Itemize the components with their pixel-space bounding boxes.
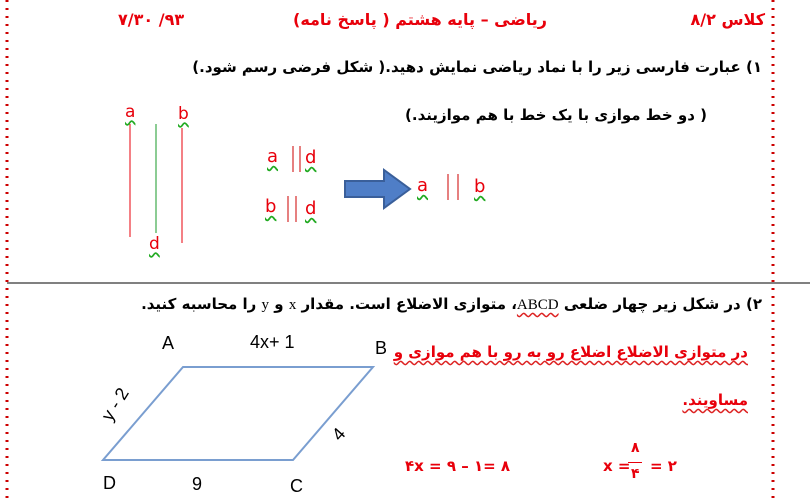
q2-x: x bbox=[288, 297, 297, 313]
subject-title: ریاضی – پایه هشتم ( پاسخ نامه) bbox=[293, 10, 548, 29]
vertex-d: D bbox=[103, 473, 116, 493]
result-left: a bbox=[417, 175, 429, 196]
side-left-label: y - 2 bbox=[97, 384, 133, 425]
equation-2-lhs: x = bbox=[603, 457, 631, 475]
equation-1: ۴x = ۹ – ۱= ۸ bbox=[405, 457, 511, 475]
answer-line2 bbox=[682, 391, 748, 409]
label-d: d bbox=[149, 234, 160, 254]
q1-question: ۱) عبارت فارسی زیر را با نماد ریاضی نمایش دهید.( شکل فرضی رسم شود.) bbox=[192, 58, 762, 76]
vertex-a: A bbox=[162, 333, 175, 353]
answer-line1-text: در متوازی الاضلاع اضلاع رو به رو با هم موازی و bbox=[393, 343, 748, 361]
equation-2-denominator: ۴ bbox=[631, 466, 640, 482]
q2-question-part2: ، متوازی الاضلاع است. مقدار bbox=[296, 295, 517, 313]
rel2-right: d bbox=[305, 198, 317, 219]
parallelogram bbox=[103, 367, 373, 460]
side-bottom-label: 9 bbox=[192, 474, 203, 494]
equation-2-numerator: ۸ bbox=[631, 440, 640, 456]
side-right-label: 4 bbox=[327, 423, 350, 445]
q2-abcd: ABCD bbox=[516, 297, 559, 313]
q1-statement: ( دو خط موازی با یک خط با هم موازیند.) bbox=[405, 106, 707, 124]
answer-line2-text: مساویند. bbox=[682, 391, 748, 409]
rel1-left: a bbox=[267, 146, 279, 167]
q2-question-part1: ۲) در شکل زیر چهار ضلعی bbox=[558, 295, 762, 313]
fraction-bar bbox=[628, 462, 642, 463]
label-a: a bbox=[125, 102, 136, 122]
q2-y: y bbox=[261, 297, 270, 313]
class-label: کلاس ۸/۲ bbox=[690, 10, 765, 29]
q2-question bbox=[141, 295, 762, 314]
vertex-b: B bbox=[375, 338, 388, 358]
label-b: b bbox=[178, 104, 189, 124]
q2-question-part3: را محاسبه کنید. bbox=[141, 295, 262, 313]
equation-2-rhs: = ۲ bbox=[650, 457, 677, 475]
result-right: b bbox=[474, 176, 486, 197]
rel1-right: d bbox=[305, 147, 317, 168]
rel2-left: b bbox=[265, 196, 277, 217]
answer-line1 bbox=[394, 343, 748, 361]
side-top-label: 4x+ 1 bbox=[250, 332, 295, 352]
arrow-icon bbox=[345, 170, 410, 208]
vertex-c: C bbox=[290, 476, 303, 496]
q2-and: و bbox=[269, 295, 289, 313]
date: ۹۳/ ۷/۳۰ bbox=[118, 10, 185, 29]
